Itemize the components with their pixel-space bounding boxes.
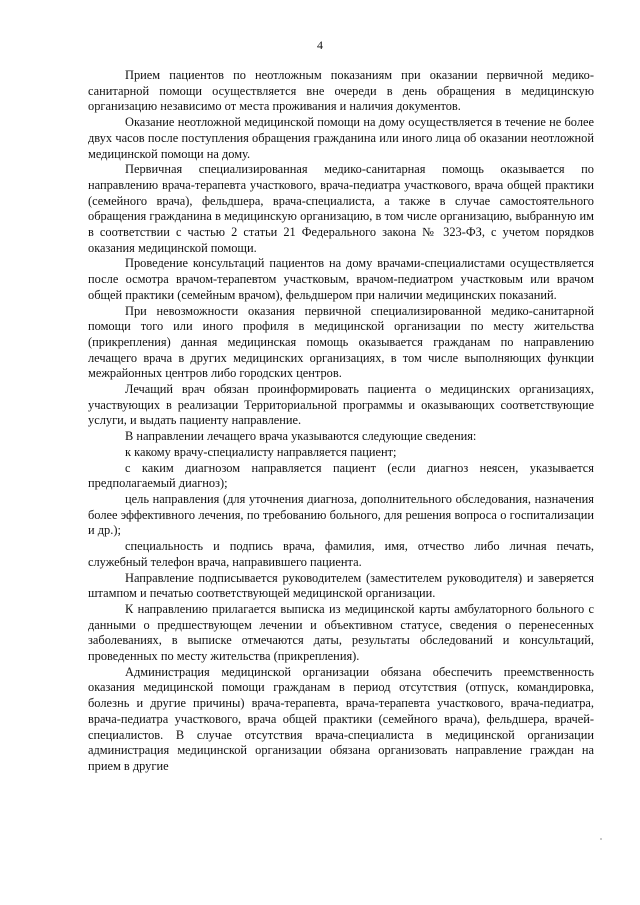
paragraph-medical-record-extract: К направлению прилагается выписка из медицинской карты амбулаторного больного с данными о предшествующем лечении и объективном статусе, сведения о перенесенных заболеваниях, в выписке отмечаются даты, результаты обследований и консультаций, проведенных по месту жительства (прикрепления). bbox=[88, 601, 594, 664]
paragraph-referral-contents-intro: В направлении лечащего врача указываются следующие сведения: bbox=[125, 429, 477, 444]
paragraph-specialized-care-referral: Первичная специализированная медико-санитарная помощь оказывается по направлению врача-терапевта участкового, врача-педиатра участкового, врача общей практики (семейного врача), фельдшера, врача-специалиста, а также в случае самостоятельного обращения гражданина в медицинскую организацию, в том числе организацию, выбранную им в соответствии с частью 2 статьи 21 Федерального закона № 323-ФЗ, с учетом порядков оказания медицинской помощи. bbox=[88, 162, 594, 255]
document-body bbox=[88, 68, 594, 775]
paragraph-home-consultations: Проведение консультаций пациентов на дому врачами-специалистами осуществляется после осмотра врачом-терапевтом участковым, врачом-педиатром участковым или врачом общей практики (семейным врачом), фельдшером при наличии медицинских показаний. bbox=[88, 256, 594, 302]
paragraph-referral-signing: Направление подписывается руководителем (заместителем руководителя) и заверяется штампом и печатью соответствующей медицинской организации. bbox=[88, 570, 594, 601]
paragraph-administration-continuity: Администрация медицинской организации обязана обеспечить преемственность оказания медицинской помощи гражданам в период отсутствия (отпуск, командировка, болезнь и другие причины) врача-терапевта, врача-терапевта участкового, врача-педиатра, врача-педиатра участкового, врача общей практики (семейного врача), фельдшера, врачей-специалистов. В случае отсутствия врача-специалиста в медицинской организации администрация медицинской организации обязана организовать направление граждан на прием в другие bbox=[88, 664, 594, 773]
scan-speck bbox=[600, 838, 602, 840]
paragraph-home-urgent-care: Оказание неотложной медицинской помощи на дому осуществляется в течение не более двух часов после поступления обращения гражданина или иного лица об оказании неотложной медицинской помощи на дому. bbox=[88, 115, 594, 161]
paragraph-doctor-obligation: Лечащий врач обязан проинформировать пациента о медицинских организациях, участвующих в реализации Территориальной программы и оказывающих соответствующие услуги, и выдать пациенту направление. bbox=[88, 382, 594, 428]
list-item-specialist: к какому врачу-специалисту направляется пациент; bbox=[125, 444, 397, 459]
page-number: 4 bbox=[317, 38, 323, 52]
list-item-doctor-signature: специальность и подпись врача, фамилия, имя, отчество либо личная печать, служебный телефон врача, направившего пациента. bbox=[88, 539, 594, 569]
list-item-diagnosis: с каким диагнозом направляется пациент (если диагноз неясен, указывается предполагаемый диагноз); bbox=[88, 460, 594, 491]
list-item-referral-purpose: цель направления (для уточнения диагноза, дополнительного обследования, назначения более эффективного лечения, по требованию больного, для решения вопроса о госпитализации и др.); bbox=[88, 491, 594, 538]
paragraph-care-in-other-organizations: При невозможности оказания первичной специализированной медико-санитарной помощи того или иного профиля в медицинской организации по месту жительства (прикрепления) данная медицинская помощь оказывается гражданам по направлению лечащего врача в других медицинских организациях, в том числе выполняющих функции межрайонных центров либо городских центров. bbox=[88, 303, 594, 381]
paragraph-urgent-admission: Прием пациентов по неотложным показаниям при оказании первичной медико-санитарной помощи осуществляется вне очереди в день обращения в медицинскую организацию независимо от места проживания и наличия документов. bbox=[88, 68, 594, 114]
